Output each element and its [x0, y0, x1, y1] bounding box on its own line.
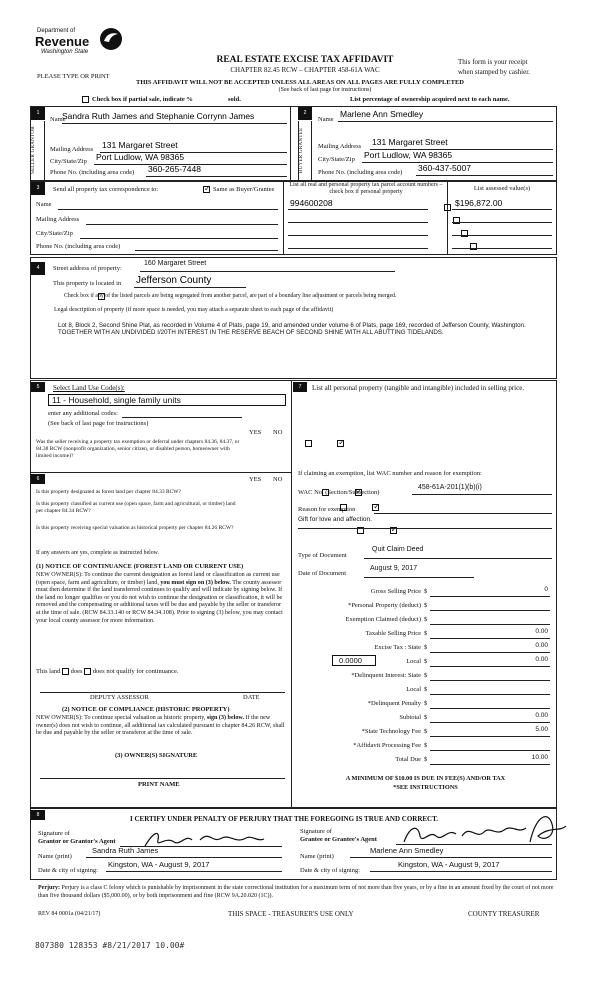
buyer-mailing-label: Mailing Address	[318, 143, 362, 150]
section-6-badge: 6	[31, 474, 45, 484]
buyer-city: Port Ludlow, WA 98365	[364, 150, 453, 160]
section-3-divider	[283, 181, 284, 255]
compliance-text-a: NEW OWNER(S): To continue special valuation as historic property,	[36, 715, 206, 721]
tax-row-line	[430, 638, 550, 639]
additional-codes-label: enter any additional codes:	[48, 410, 118, 417]
dollar-sign: $	[424, 756, 428, 763]
grantor-name-label: Name (print)	[38, 853, 72, 860]
additional-codes-line	[122, 417, 242, 418]
minimum-due-notice: A MINIMUM OF $10.00 IS DUE IN FEE(S) AND/OR TAX	[345, 775, 506, 782]
seller-phone-line	[146, 176, 287, 177]
tax-row-line	[430, 708, 550, 709]
corr-mailing-label: Mailing Address	[36, 216, 80, 223]
tax-row-line	[430, 680, 550, 681]
tax-row-value: 0.00	[535, 628, 548, 635]
dollar-sign: $	[424, 644, 428, 651]
grantor-date-line	[106, 871, 282, 872]
segregated-label: Check box if any of the listed parcels are being segregated from another parcel, are part of a boundary line adjustment or parcels being merged.	[64, 293, 397, 299]
tax-row	[296, 613, 556, 626]
seller-side-box	[31, 121, 45, 180]
county-value: Jefferson County	[136, 275, 212, 286]
compliance-title: (2) NOTICE OF COMPLIANCE (HISTORIC PROPERTY)	[62, 706, 230, 713]
send-correspondence-label: Send all property tax correspondence to:	[53, 186, 159, 193]
reason-value: Gift for love and affection.	[298, 516, 372, 523]
tax-row-label: Gross Selling Price	[370, 588, 421, 595]
buyer-phone: 360-437-5007	[418, 163, 471, 173]
if-yes-instructions: If any answers are yes, complete as instructed below.	[36, 550, 159, 556]
seller-mailing: 131 Margaret Street	[102, 140, 178, 150]
tax-row	[296, 697, 556, 710]
tax-row-label: Local	[406, 658, 421, 665]
owner-signature-label: (3) OWNER(S) SIGNATURE	[115, 752, 198, 759]
doc-type-label: Type of Document	[298, 552, 347, 559]
parcel-number: 994600208	[290, 198, 333, 208]
dollar-sign: $	[424, 658, 428, 665]
sold-label: sold.	[228, 96, 241, 103]
land-use-see-back: (See back of last page for instructions)	[48, 420, 149, 427]
tax-row-line	[430, 596, 550, 597]
form-title: REAL ESTATE EXCISE TAX AFFIDAVIT	[216, 55, 394, 65]
assessed-line-1	[452, 209, 552, 210]
legal-description: Lot 8, Block 2, Second Shine Plat, as recorded in Volume 4 of Plats, page 19, and amended under volume 6 of Plats, page 169, recorded of Jefferson County, Washington. TOGETHER WITH AN UNDIVIDED I/20TH INTEREST IN THE RESERVE BEACH OF SECOND SHINE WITH ALL ABUTTING TIDELANDS.	[58, 322, 526, 337]
grantee-sig-label-1: Signature of	[300, 828, 332, 835]
continuance-text	[36, 572, 286, 625]
dollar-sign: $	[424, 742, 428, 749]
please-type: PLEASE TYPE OR PRINT	[37, 73, 110, 80]
continuance-text-c: The county assessor must then determine if the land transferred continues to qualify and will indicate by signing below. If the land no longer qualifies or you do not wish to continue the designation or classification, it will be removed and the compensating or additional taxes will be due and payable by the seller or transferor at the time of sale. (RCW 84.33.140 or RCW 84.34.108). Prior to signing (3) below, you may contact your local county assessor for more information.	[36, 579, 283, 624]
s6-no-header: NO	[273, 476, 283, 483]
s6-yes-header: YES	[249, 476, 262, 483]
tax-row	[296, 655, 556, 668]
does-label: does	[70, 668, 83, 675]
tax-row-line	[430, 694, 550, 695]
tax-row-line	[430, 736, 550, 737]
section-7-badge: 7	[293, 382, 307, 392]
buyer-phone-line	[416, 175, 553, 176]
seller-name-line	[62, 123, 287, 124]
buyer-name-label: Name	[318, 116, 334, 123]
tax-row	[296, 641, 556, 654]
street-line	[140, 271, 395, 272]
corr-city-label: City/State/Zip	[36, 230, 73, 237]
logo-line3: Washington State	[41, 49, 89, 55]
same-as-buyer-checkbox[interactable]	[203, 186, 210, 193]
dollar-sign: $	[424, 630, 428, 637]
same-as-buyer-label: Same as Buyer/Grantee	[213, 186, 275, 193]
seller-mailing-label: Mailing Address	[50, 146, 94, 153]
pct-list-label: List percentage of ownership acquired next to each name.	[350, 96, 510, 103]
grantor-sig-label-1: Signature of	[38, 830, 70, 837]
partial-sale-checkbox[interactable]	[82, 96, 89, 103]
logo-line2: Revenue	[35, 34, 90, 49]
tax-row-label: Total Due	[395, 756, 421, 763]
grantee-sig-label-2: Grantee or Grantee's Agent	[300, 836, 377, 843]
grantor-date-label: Date & city of signing:	[38, 867, 98, 874]
reason-line-2	[298, 528, 552, 529]
tax-row	[296, 585, 556, 598]
tax-row-label: Subtotal	[399, 714, 421, 721]
buyer-name-line	[338, 121, 553, 122]
tax-row	[296, 599, 556, 612]
parcel-line-3	[288, 235, 428, 236]
dollar-sign: $	[424, 700, 428, 707]
dollar-sign: $	[424, 686, 428, 693]
section-3-badge: 3	[31, 182, 45, 195]
land-use-code: 11 - Household, single family units	[52, 395, 181, 405]
grantee-signature	[400, 806, 570, 850]
partial-sale-label: Check box if partial sale, indicate %	[92, 96, 193, 103]
tax-row-label: *Affidavit Processing Fee	[353, 742, 421, 749]
exemption-no-checkbox[interactable]	[337, 440, 344, 447]
tax-row-line	[430, 652, 550, 653]
does-not-checkbox[interactable]	[84, 668, 91, 675]
county-line	[134, 287, 246, 288]
receipt-line1: This form is your receipt	[458, 58, 528, 66]
buyer-phone-label: Phone No. (including area code)	[318, 169, 403, 176]
tax-row	[296, 683, 556, 696]
grantor-sig-label-2: Grantor or Grantor's Agent	[38, 838, 116, 845]
assessed-line-3	[452, 235, 552, 236]
receipt-line2: when stamped by cashier.	[458, 68, 530, 76]
not-accepted-notice: THIS AFFIDAVIT WILL NOT BE ACCEPTED UNLESS ALL AREAS ON ALL PAGES ARE FULLY COMPLETED	[136, 79, 464, 86]
wac-label: WAC No. (Section/Subsection)	[298, 489, 380, 496]
land-use-box[interactable]	[48, 394, 286, 406]
reason-label: Reason for exemption	[298, 506, 356, 513]
tax-row-label: *Delinquent Interest: State	[351, 672, 421, 679]
tax-row-value: 0.00	[535, 642, 548, 649]
reason-line	[374, 513, 552, 514]
dollar-sign: $	[424, 714, 428, 721]
perjury-bold: Perjury:	[38, 885, 60, 891]
tax-row	[296, 627, 556, 640]
corr-city-line	[80, 238, 278, 239]
grantee-name-line	[350, 857, 552, 858]
street-label: Street address of property:	[53, 265, 122, 272]
corr-phone-label: Phone No. (including area code)	[36, 243, 121, 250]
tax-row-label: *State Technology Fee	[361, 728, 421, 735]
print-name-label: PRINT NAME	[138, 781, 180, 788]
s5-no-header: NO	[273, 429, 283, 436]
local-rate-value: 0.0000	[339, 656, 362, 665]
grantee-name: Marlene Ann Smedley	[370, 846, 444, 855]
tax-row-label: *Delinquent Penalty	[367, 700, 421, 707]
current-use-no-checkbox[interactable]	[372, 504, 379, 511]
tax-row	[296, 725, 556, 738]
seller-city: Port Ludlow, WA 98365	[96, 152, 185, 162]
street-address: 160 Margaret Street	[144, 260, 207, 267]
grantee-date: Kingston, WA - August 9, 2017	[398, 860, 500, 869]
perjury-note	[38, 884, 556, 900]
claim-exemption-label: If claiming an exemption, list WAC number and reason for exemption:	[298, 470, 482, 477]
dollar-sign: $	[424, 616, 428, 623]
assessed-line-4	[452, 248, 552, 249]
corr-phone-line	[135, 250, 278, 251]
does-checkbox[interactable]	[62, 668, 69, 675]
section-1-badge: 1	[31, 107, 45, 120]
county-label: This property is located in	[53, 280, 122, 287]
corr-name-label: Name	[36, 201, 52, 208]
continuance-text-a: NEW OWNER(S): To continue the current designation as forest land or classification as current use (open space, farm and agriculture, or timber) land,	[36, 572, 280, 586]
grantor-date: Kingston, WA - August 9, 2017	[108, 860, 210, 869]
tax-row-line	[430, 666, 550, 667]
continuance-title: (1) NOTICE OF CONTINUANCE (FOREST LAND OR CURRENT USE)	[36, 563, 244, 570]
grantor-signature	[140, 826, 270, 854]
grantor-name: Sandra Ruth James	[92, 846, 159, 855]
seller-name-label: Name	[50, 116, 66, 123]
land-use-select-label: Select Land Use Code(s):	[53, 384, 125, 392]
tax-row	[296, 711, 556, 724]
tax-row-label: Local	[406, 686, 421, 693]
partial-sale-row	[80, 95, 550, 105]
deputy-assessor-label: DEPUTY ASSESSOR	[90, 694, 149, 701]
personal-property-list-label: List all personal property (tangible and intangible) included in selling price.	[312, 384, 525, 392]
doc-type-value: Quit Claim Deed	[372, 546, 424, 553]
parcel-list-header: List all real and personal property tax parcel account numbers – check box if personal property	[289, 182, 443, 195]
grantee-name-label: Name (print)	[300, 853, 334, 860]
seller-name: Sandra Ruth James and Stephanie Corrynn James	[62, 111, 255, 121]
parcel-line-2	[288, 222, 428, 223]
compliance-text-b: sign (3) below.	[206, 715, 244, 721]
section-2-badge: 2	[298, 107, 312, 120]
tax-row-value: 0.00	[535, 712, 548, 719]
section-4-box	[30, 257, 557, 379]
treasurer-space: THIS SPACE - TREASURER'S USE ONLY	[228, 910, 354, 918]
wac-line	[412, 494, 552, 495]
see-back-note: (See back of last page for instructions)	[278, 87, 372, 93]
perjury-text: Perjury is a class C felony which is punishable by imprisonment in the state correctional institution for a maximum term of not more than five years, or by a fine in an amount fixed by the court of not more than five thousand dollars ($5,000.00), or by both imprisonment and fine (RCW 9A.20.020 (1C)).	[38, 885, 554, 899]
dollar-sign: $	[424, 602, 428, 609]
seller-city-label: City/State/Zip	[50, 158, 87, 165]
doc-date-value: August 9, 2017	[370, 565, 418, 572]
seller-phone-label: Phone No. (including area code)	[50, 169, 135, 176]
wac-value: 458-61A-201(1)(b)(i)	[418, 484, 482, 491]
assessed-value: $196,872.00	[455, 198, 503, 208]
does-not-label: does not	[92, 668, 115, 675]
tax-row-label: *Personal Property (deduct)	[348, 602, 421, 609]
assessed-header: List assessed value(s)	[473, 185, 531, 192]
local-rate-box[interactable]	[332, 655, 376, 666]
exemption-yes-checkbox[interactable]	[305, 440, 312, 447]
see-instructions: *SEE INSTRUCTIONS	[393, 784, 458, 791]
tax-row-value: 0	[544, 586, 548, 593]
logo-line1: Department of	[37, 28, 76, 34]
tax-row	[296, 669, 556, 682]
certify-perjury: I CERTIFY UNDER PENALTY OF PERJURY THAT THE FOREGOING IS TRUE AND CORRECT.	[130, 815, 439, 823]
buyer-city-label: City/State/Zip	[318, 156, 355, 163]
tax-row-label: Taxable Selling Price	[365, 630, 421, 637]
section-8-badge: 8	[31, 810, 45, 820]
tax-row-line	[430, 764, 550, 765]
grantee-date-line	[370, 871, 552, 872]
tax-row-value: 5.00	[535, 726, 548, 733]
rev-code: REV 84 0001a (04/21/17)	[38, 911, 101, 917]
section-5-badge: 5	[31, 382, 45, 392]
dept-logo	[35, 28, 130, 68]
tax-row-label: Exemption Claimed (deduct)	[345, 616, 421, 623]
dollar-sign: $	[424, 728, 428, 735]
grantor-name-line	[86, 857, 282, 858]
county-treasurer: COUNTY TREASURER	[468, 910, 540, 918]
owner-sig-line	[40, 778, 285, 779]
historic-question: Is this property receiving special valuation as historical property per chapter 84.26 RCW?	[36, 525, 234, 531]
continuance-text-b: you must sign on (3) below.	[160, 579, 231, 586]
tax-row-value: 10.00	[531, 754, 548, 761]
section-divider	[290, 106, 291, 181]
tax-row-line	[430, 624, 550, 625]
deputy-date-label: DATE	[243, 694, 260, 701]
compliance-text	[36, 715, 286, 738]
current-use-question: Is this property classified as current use (open space, farm and agricultural, or timber) land per chapter 84.34 RCW?	[36, 501, 236, 514]
corr-name-line	[58, 209, 278, 210]
tax-row	[296, 739, 556, 752]
parcel-line-4	[288, 248, 428, 249]
buyer-name: Marlene Ann Smedley	[340, 109, 424, 119]
buyer-side-label: BUYER GRANTEE	[299, 127, 304, 174]
dollar-sign: $	[424, 672, 428, 679]
tax-row-line	[430, 610, 550, 611]
tax-row-value: 0.00	[535, 656, 548, 663]
forest-question: Is this property designated as forest land per chapter 84.33 RCW?	[36, 489, 181, 495]
doc-date-label: Date of Document	[298, 570, 347, 577]
receipt-stamp: 807380 128353 #8/21/2017 10.00#	[35, 941, 185, 950]
doc-date-line	[364, 577, 474, 578]
this-land-row	[36, 668, 179, 675]
revenue-swirl-icon	[98, 26, 124, 52]
assessed-line-2	[452, 222, 552, 223]
tax-row	[296, 753, 556, 766]
chapter-line: CHAPTER 82.45 RCW – CHAPTER 458-61A WAC	[230, 66, 380, 74]
deputy-sig-line	[40, 692, 285, 693]
legal-desc-label: Legal description of property (if more space is needed, you may attach a separate sheet to each page of the affidavit)	[54, 307, 334, 313]
buyer-mailing: 131 Margaret Street	[372, 137, 448, 147]
section-6-top-rule	[30, 472, 292, 473]
seller-phone: 360-265-7448	[148, 164, 201, 174]
seller-side-label: SELLER GRANTOR	[31, 126, 36, 175]
exemption-question: Was the seller receiving a property tax exemption or deferral under chapters 84.36, 84.37, or 84.38 RCW (nonprofit organization, senior citizen, or disabled person, homeowner with limited income)?	[36, 439, 240, 459]
section-4-badge: 4	[31, 262, 45, 275]
dollar-sign: $	[424, 588, 428, 595]
section-3-divider-2	[447, 181, 448, 255]
parcel-line-1	[288, 209, 428, 210]
s5-yes-header: YES	[249, 429, 262, 436]
personal-property-checkbox-1[interactable]	[444, 204, 451, 211]
tax-row-label: Excise Tax : State	[374, 644, 421, 651]
tax-row-line	[430, 722, 550, 723]
qualify-label: qualify for continuance.	[116, 668, 179, 675]
doc-type-line	[364, 558, 552, 559]
tax-row-line	[430, 750, 550, 751]
grantee-date-label: Date & city of signing:	[300, 867, 360, 874]
corr-mailing-line	[86, 224, 278, 225]
this-land-label: This land	[36, 668, 61, 675]
compliance-text-c: If the new owner(s) does not wish to continue, all additional tax calculated pursuant to chapter 84.26 RCW, shall be due and payable by the seller or transferor at the time of sale.	[36, 715, 285, 737]
buyer-side-box	[298, 121, 312, 180]
